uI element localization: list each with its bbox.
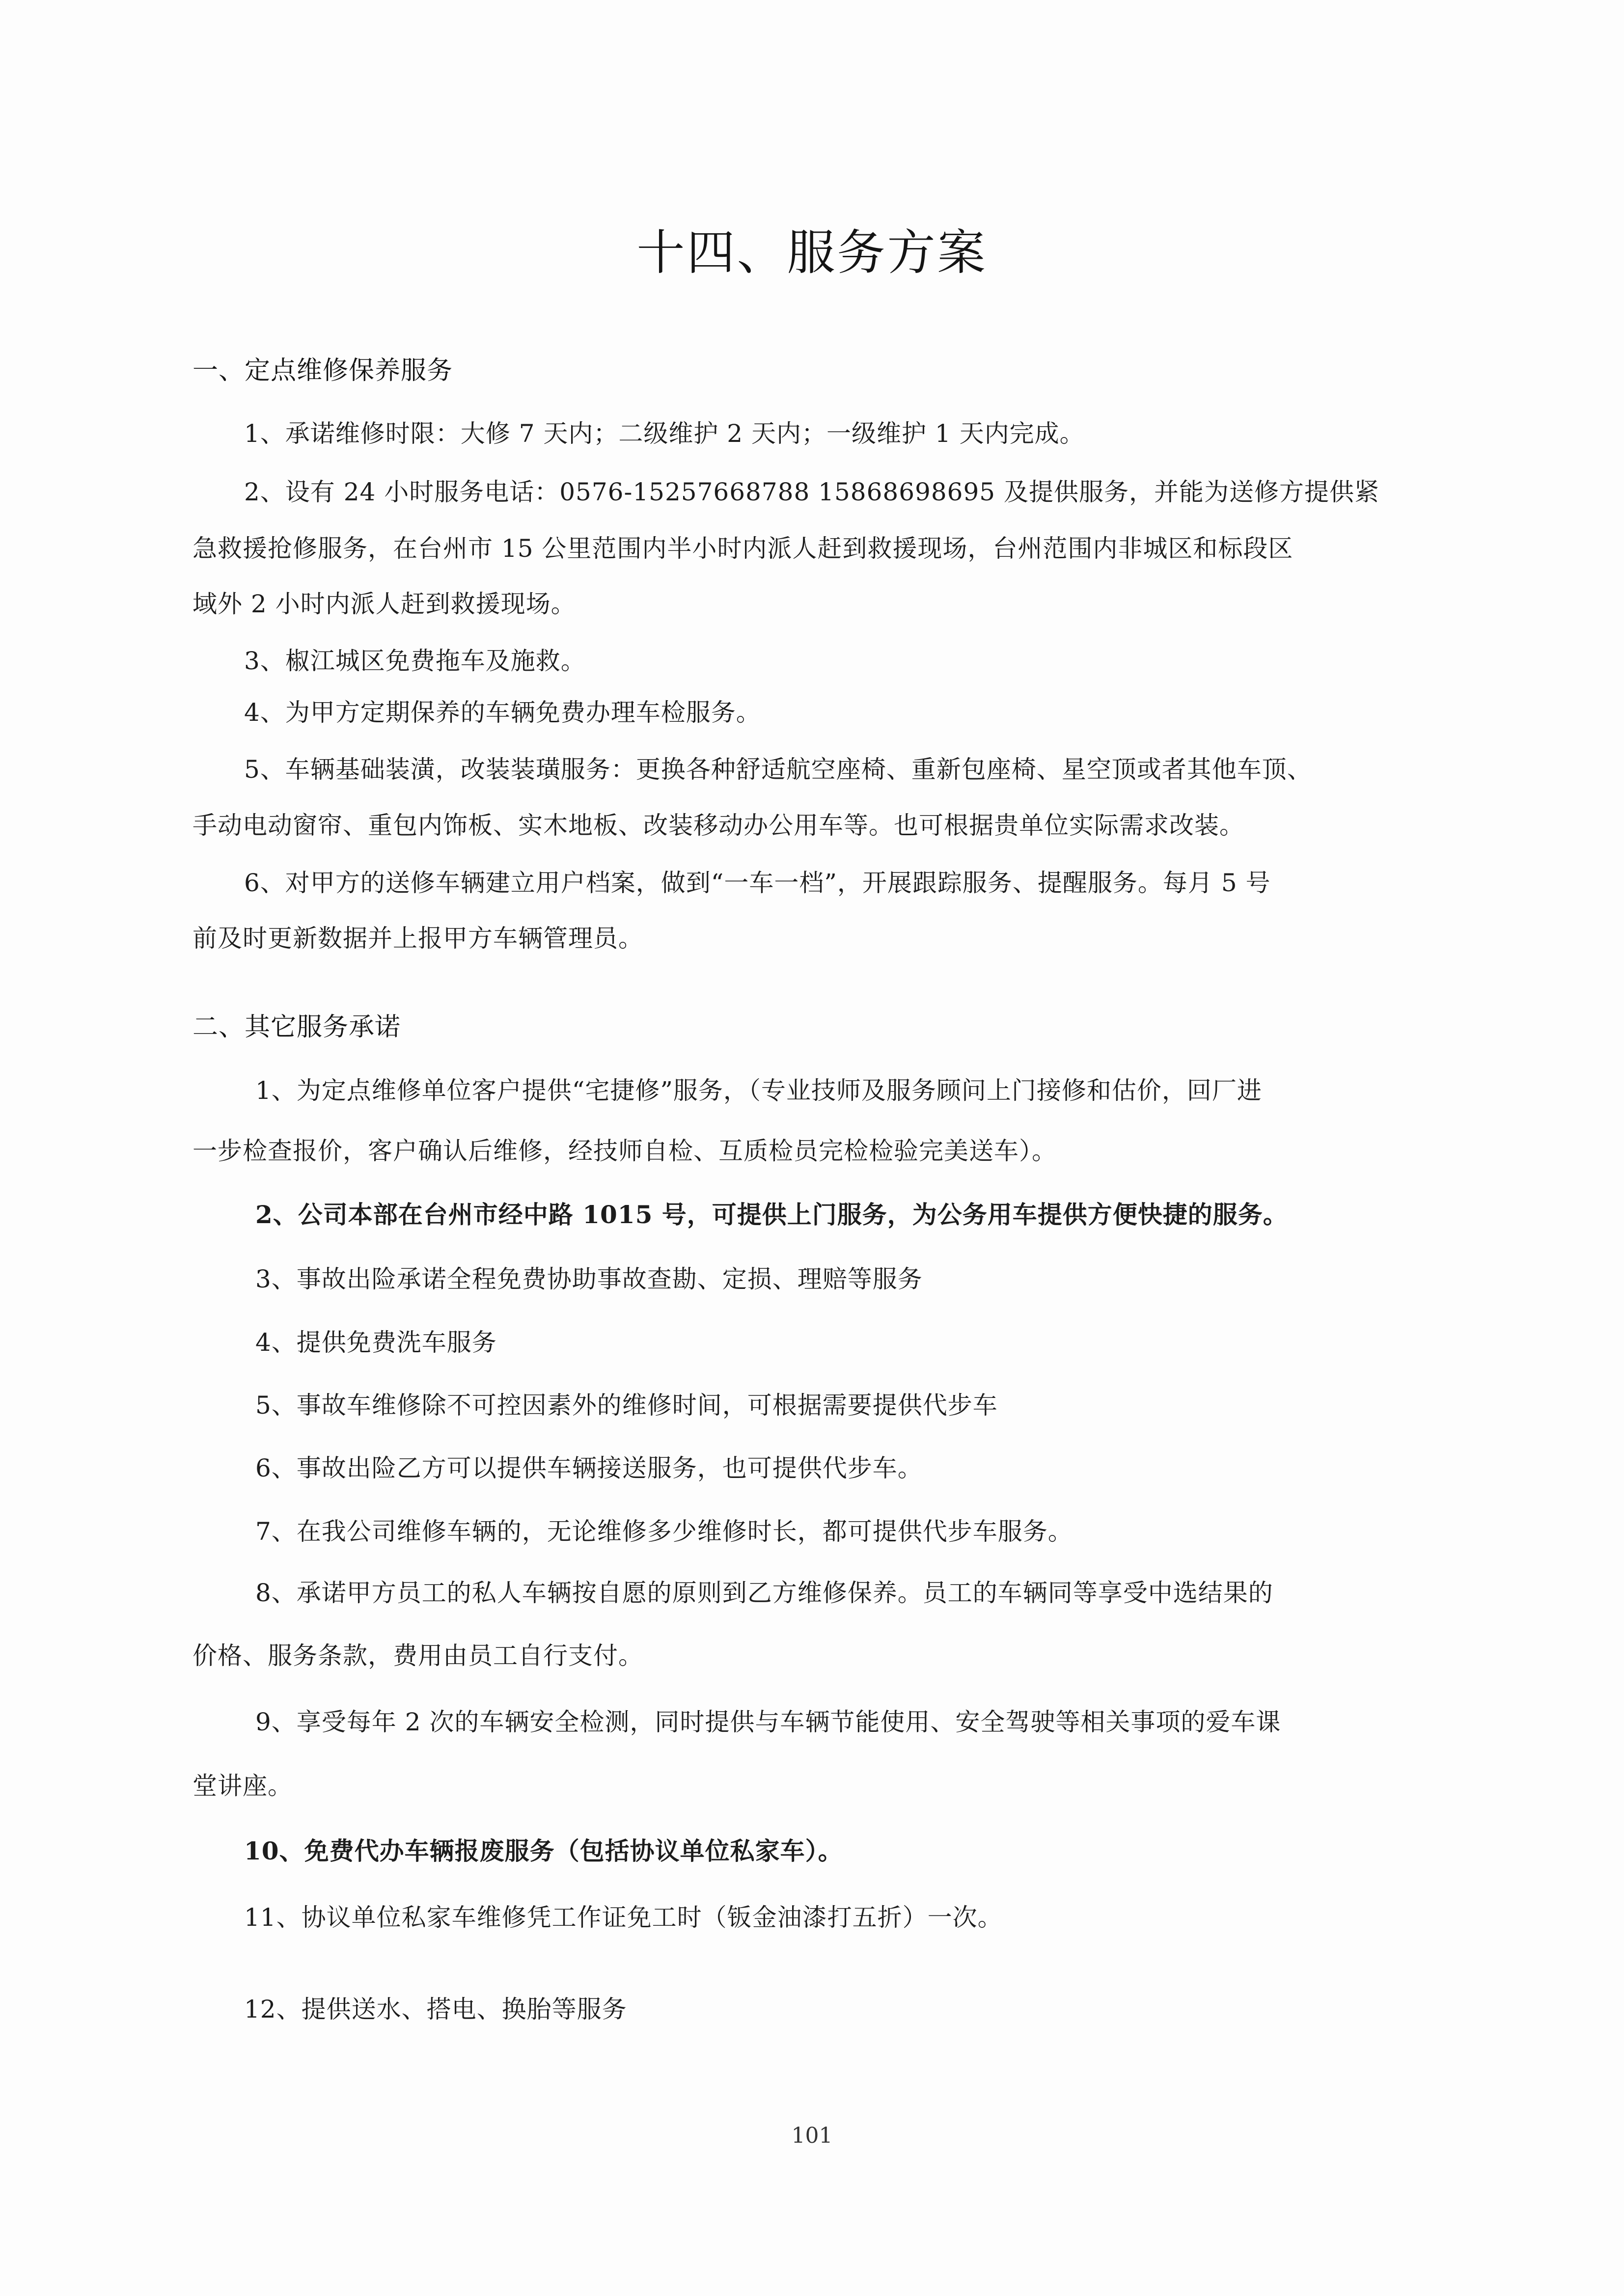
paragraph-line: 急救援抢修服务，在台州市 15 公里范围内半小时内派人赶到救援现场，台州范围内非城区和标段区	[193, 534, 1294, 563]
paragraph-line: 一步检查报价，客户确认后维修，经技师自检、互质检员完检检验完美送车）。	[193, 1137, 1057, 1165]
paragraph-line: 5、事故车维修除不可控因素外的维修时间，可根据需要提供代步车	[255, 1391, 998, 1420]
paragraph-line: 5、车辆基础装潢，改装装璜服务：更换各种舒适航空座椅、重新包座椅、星空顶或者其他车顶、	[244, 755, 1312, 784]
paragraph-line: 2、设有 24 小时服务电话：0576-15257668788 15868698695 及提供服务，并能为送修方提供紧	[244, 478, 1380, 506]
paragraph-line: 堂讲座。	[193, 1772, 293, 1800]
paragraph-line: 11、协议单位私家车维修凭工作证免工时（钣金油漆打五折）一次。	[244, 1903, 1003, 1932]
paragraph-line: 4、提供免费洗车服务	[255, 1328, 497, 1357]
paragraph-line: 3、椒江城区免费拖车及施救。	[244, 647, 586, 675]
paragraph-line: 2、公司本部在台州市经中路 1015 号，可提供上门服务，为公务用车提供方便快捷的服务。	[255, 1200, 1288, 1229]
paragraph-line: 10、免费代办车辆报废服务（包括协议单位私家车）。	[244, 1836, 843, 1865]
paragraph-line: 手动电动窗帘、重包内饰板、实木地板、改装移动办公用车等。也可根据贵单位实际需求改装。	[193, 811, 1244, 840]
section-heading-2: 二、其它服务承诺	[193, 1012, 401, 1042]
paragraph-line: 7、在我公司维修车辆的，无论维修多少维修时长，都可提供代步车服务。	[255, 1517, 1073, 1546]
page-title: 十四、服务方案	[636, 225, 988, 281]
paragraph-line: 8、承诺甲方员工的私人车辆按自愿的原则到乙方维修保养。员工的车辆同等享受中选结果的	[255, 1579, 1273, 1607]
paragraph-line: 6、对甲方的送修车辆建立用户档案，做到“一车一档”，开展跟踪服务、提醒服务。每月 5 号	[244, 869, 1271, 897]
paragraph-line: 3、事故出险承诺全程免费协助事故查勘、定损、理赔等服务	[255, 1265, 923, 1293]
paragraph-line: 前及时更新数据并上报甲方车辆管理员。	[193, 924, 643, 953]
paragraph-line: 域外 2 小时内派人赶到救援现场。	[193, 590, 576, 618]
section-heading-1: 一、定点维修保养服务	[193, 356, 453, 385]
paragraph-line: 4、为甲方定期保养的车辆免费办理车检服务。	[244, 698, 761, 727]
paragraph-line: 1、为定点维修单位客户提供“宅捷修”服务，（专业技师及服务顾问上门接修和估价，回厂进	[255, 1076, 1262, 1105]
paragraph-line: 价格、服务条款，费用由员工自行支付。	[193, 1641, 643, 1670]
paragraph-line: 1、承诺维修时限：大修 7 天内；二级维护 2 天内；一级维护 1 天内完成。	[244, 419, 1085, 448]
page-number: 101	[791, 2123, 833, 2148]
paragraph-line: 6、事故出险乙方可以提供车辆接送服务，也可提供代步车。	[255, 1454, 923, 1482]
paragraph-line: 12、提供送水、搭电、换胎等服务	[244, 1995, 627, 2023]
paragraph-line: 9、享受每年 2 次的车辆安全检测，同时提供与车辆节能使用、安全驾驶等相关事项的爱车课	[255, 1708, 1281, 1736]
